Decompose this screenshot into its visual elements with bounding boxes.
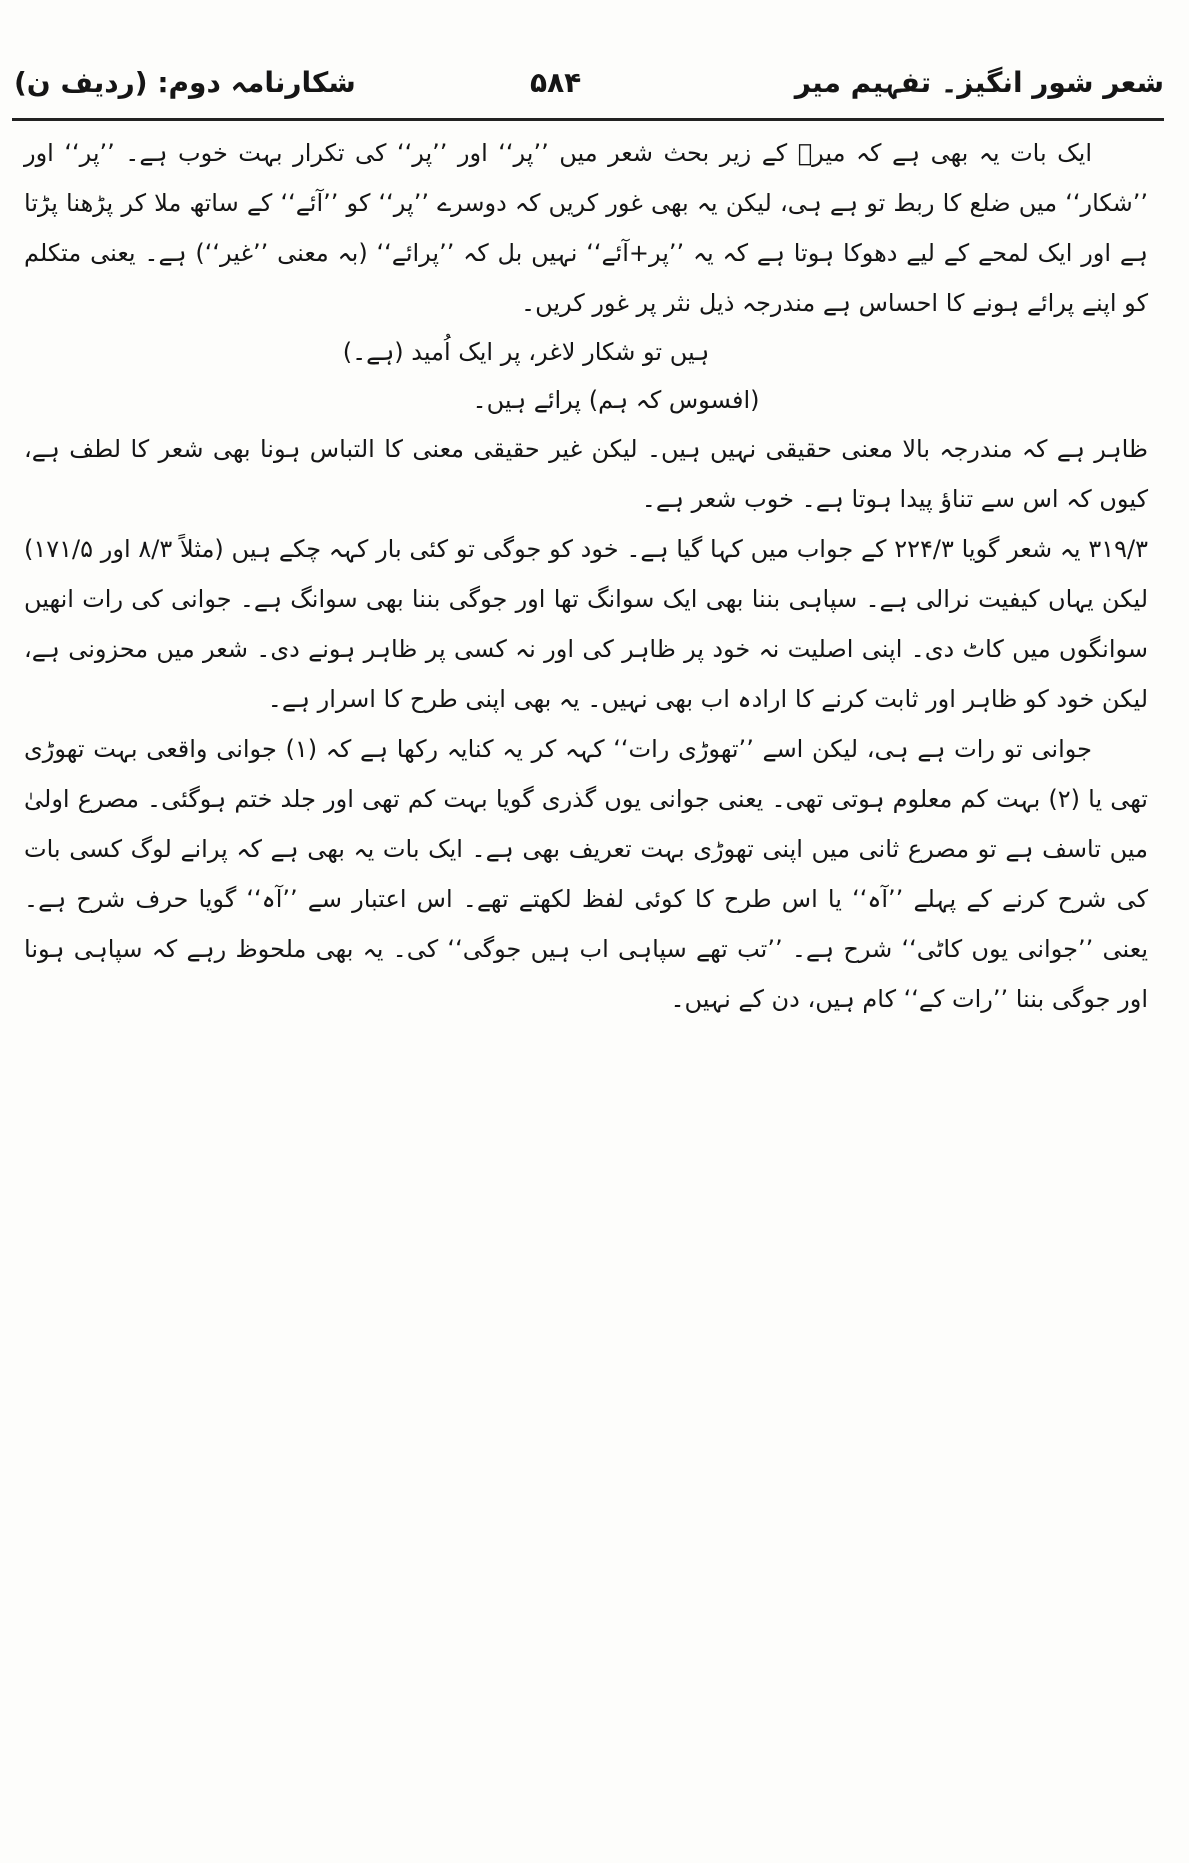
book-title: شعر شور انگیز۔ تفہیم میر [794, 66, 1164, 99]
paragraph-3: ۳۱۹/۳ یہ شعر گویا ۲۲۴/۳ کے جواب میں کہا گیا ہے۔ خود کو جوگی تو کئی بار کہہ چکے ہیں (مثلاً ۸/۳ اور ۱۷۱/۵) لیکن یہاں کیفیت نرالی ہے۔ سپاہی بننا بھی ایک سوانگ تھا اور جوگی بننا بھی سوانگ ہے۔ جوانی کی رات انھیں سوانگوں میں کاٹ دی۔ اپنی اصلیت نہ خود پر ظاہر کی اور نہ کسی پر ظاہر ہونے دی۔ شعر میں محزونی ہے، لیکن خود کو ظاہر اور ثابت کرنے کا ارادہ اب بھی نہیں۔ یہ بھی اپنی طرح کا اسرار ہے۔ [24, 535, 1148, 713]
page-body [24, 128, 1148, 1024]
prose-line-1: ہیں تو شکار لاغر، پر ایک اُمید (ہے۔) [342, 338, 710, 366]
paragraph-1: ایک بات یہ بھی ہے کہ میرؔ کے زیر بحث شعر میں ’’پر‘‘ اور ’’پر‘‘ کی تکرار بہت خوب ہے۔ ’’پر‘‘ اور ’’شکار‘‘ میں ضلع کا ربط تو ہے ہی، لیکن یہ بھی غور کریں کہ دوسرے ’’پر‘‘ کو ’’آئے‘‘ کے ساتھ ملا کر پڑھنا پڑتا ہے اور ایک لمحے کے لیے دھوکا ہوتا ہے کہ یہ ’’پر+آئے‘‘ نہیں بل کہ ’’پرائے‘‘ (بہ معنی ’’غیر‘‘) ہے۔ یعنی متکلم کو اپنے پرائے ہونے کا احساس ہے مندرجہ ذیل نثر پر غور کریں۔ [24, 139, 1148, 317]
page-header [14, 66, 1164, 110]
paragraph-4: جوانی تو رات ہے ہی، لیکن اسے ’’تھوڑی رات‘‘ کہہ کر یہ کنایہ رکھا ہے کہ (۱) جوانی واقعی بہت تھوڑی تھی یا (۲) بہت کم معلوم ہوتی تھی۔ یعنی جوانی یوں گذری گویا بہت کم تھی اور جلد ختم ہوگئی۔ مصرع اولیٰ میں تاسف ہے تو مصرع ثانی میں اپنی تھوڑی بہت تعریف بھی ہے۔ ایک بات یہ بھی ہے کہ پرانے لوگ کسی بات کی شرح کرنے کے پہلے ’’آہ‘‘ یا اس طرح کا کوئی لفظ لکھتے تھے۔ اس اعتبار سے ’’آہ‘‘ گویا حرف شرح ہے۔ یعنی ’’جوانی یوں کاٹی‘‘ شرح ہے۔ ’’تب تھے سپاہی اب ہیں جوگی‘‘ کی۔ یہ بھی ملحوظ رہے کہ سپاہی ہونا اور جوگی بننا ’’رات کے‘‘ کام ہیں، دن کے نہیں۔ [24, 735, 1148, 1013]
page-number: ۵۸۴ [530, 66, 582, 99]
paragraph-2: ظاہر ہے کہ مندرجہ بالا معنی حقیقی نہیں ہیں۔ لیکن غیر حقیقی معنی کا التباس ہونا بھی شعر کا لطف ہے، کیوں کہ اس سے تناؤ پیدا ہوتا ہے۔ خوب شعر ہے۔ [24, 435, 1148, 513]
prose-line-2: (افسوس کہ ہم) پرائے ہیں۔ [472, 386, 760, 414]
section-title: شکارنامہ دوم: (ردیف ن) [14, 66, 356, 99]
header-divider [12, 118, 1164, 121]
